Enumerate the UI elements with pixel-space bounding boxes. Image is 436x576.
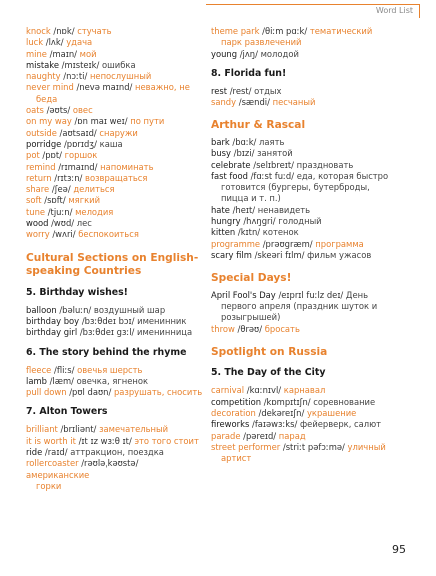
vocab-transcription: /rɪmaɪnd/ <box>58 161 98 172</box>
subsection-title: 5. The Day of the City <box>211 367 326 379</box>
vocab-word: knock <box>26 26 51 36</box>
vocab-transcription: /aʊtsaɪd/ <box>59 127 97 138</box>
vocab-transcription: /θiːm pɑːk/ <box>262 26 308 36</box>
header-label: Word List <box>375 6 413 15</box>
vocab-transcription: /fliːs/ <box>54 364 75 375</box>
vocab-word: hungry <box>211 216 241 227</box>
vocab-translation: аттракцион, поездка <box>70 447 164 458</box>
vocab-transcription: /dekəreɪʃn/ <box>258 408 305 419</box>
vocab-word: brilliant <box>26 424 58 435</box>
vocab-word: rollercoaster <box>26 458 79 469</box>
vocab-transcription: /kɒmpɪtɪʃn/ <box>263 396 311 407</box>
vocab-entry <box>26 195 204 206</box>
vocab-transcription: /ɒn maɪ weɪ/ <box>74 116 128 127</box>
vocab-word: fleece <box>26 364 52 375</box>
page-number: 95 <box>392 543 406 556</box>
vocab-translation: горшок <box>64 150 98 161</box>
vocab-transcription: /heɪt/ <box>232 204 256 215</box>
vocab-word: busy <box>211 148 231 159</box>
vocab-translation: воздушный шар <box>93 304 166 315</box>
vocab-translation: розыгрышей) <box>221 312 281 323</box>
vocab-word: mine <box>26 48 47 59</box>
vocab-entry <box>26 139 204 150</box>
vocab-word: rest <box>211 85 228 96</box>
vocab-transcription: /prəʊgræm/ <box>262 238 313 249</box>
vocab-translation: занятой <box>257 148 293 159</box>
vocab-word: outside <box>26 127 57 138</box>
vocab-word: bark <box>211 136 230 147</box>
vocab-transcription: /lʌk/ <box>45 37 64 48</box>
subsection-title: 8. Florida fun! <box>211 67 287 79</box>
vocab-transcription: /sændi/ <box>238 97 270 108</box>
vocab-transcription: /bɜːθdeɪ bɔɪ/ <box>81 315 135 326</box>
vocab-entry <box>26 105 204 116</box>
vocab-entry <box>26 128 204 139</box>
vocab-translation: парк развлечений <box>221 37 302 48</box>
vocab-entry <box>211 431 406 442</box>
vocab-translation: овес <box>72 105 93 116</box>
vocab-entry <box>211 26 406 37</box>
vocab-word: throw <box>211 323 235 334</box>
vocab-transcription: /eɪprɪl fuːlz deɪ/ <box>278 289 344 300</box>
vocab-translation-continued <box>211 301 406 312</box>
vocab-word: balloon <box>26 304 57 315</box>
vocab-word: it is worth it <box>26 435 76 446</box>
vocab-transcription: /nɔːti/ <box>63 71 88 82</box>
vocab-word: competition <box>211 396 262 407</box>
vocab-word: fireworks <box>211 419 250 430</box>
vocab-word: fast food <box>211 170 248 181</box>
vocab-word: naughty <box>26 71 61 82</box>
vocab-transcription: /kɑːnɪvl/ <box>246 385 282 396</box>
vocab-word: scary film <box>211 249 252 260</box>
vocab-translation: соревнование <box>313 396 376 407</box>
vocab-translation: пицца и т. п.) <box>221 193 281 204</box>
vocab-entry <box>26 436 204 447</box>
vocab-translation-continued <box>211 312 406 323</box>
vocab-translation: ошибка <box>102 59 136 70</box>
vocab-entry <box>211 290 406 301</box>
vocab-translation: каша <box>99 138 123 149</box>
vocab-translation: возвращаться <box>85 172 148 183</box>
vocab-entry <box>26 60 204 71</box>
vocab-translation: мелодия <box>75 206 114 217</box>
vocab-entry <box>26 327 204 338</box>
header-bar <box>206 4 420 18</box>
vocab-transcription: /ɪt ɪz wɜːθ ɪt/ <box>78 435 132 446</box>
vocab-word: programme <box>211 238 261 249</box>
vocab-translation-continued <box>211 182 406 193</box>
vocab-entry <box>26 82 204 93</box>
vocab-translation: котенок <box>262 227 299 238</box>
vocab-transcription: /nevə maɪnd/ <box>76 82 133 93</box>
vocab-entry <box>26 26 204 37</box>
vocab-translation: уличный <box>347 441 386 452</box>
vocab-transcription: /fɑːst fuːd/ <box>250 170 295 181</box>
vocab-transcription: /læm/ <box>49 375 74 386</box>
vocab-translation: непослушный <box>89 71 152 82</box>
vocab-transcription: /pɒt/ <box>42 150 62 161</box>
vocab-transcription: /wʊd/ <box>51 218 75 229</box>
word-list-right-column <box>211 26 406 465</box>
vocab-translation-continued <box>26 481 204 492</box>
vocab-entry <box>26 207 204 218</box>
vocab-transcription: /ʃeə/ <box>51 184 71 195</box>
vocab-entry <box>211 171 406 182</box>
vocab-transcription: /hʌŋgri/ <box>243 216 276 227</box>
vocab-translation: именинница <box>137 327 193 338</box>
vocab-word: porridge <box>26 138 62 149</box>
vocab-transcription: /brɪliənt/ <box>60 424 97 435</box>
vocab-entry <box>26 37 204 48</box>
vocab-translation: украшение <box>306 408 357 419</box>
vocab-word: decoration <box>211 408 256 419</box>
vocab-entry <box>26 218 204 229</box>
vocab-transcription: /wʌri/ <box>52 229 76 240</box>
vocab-word: tune <box>26 206 46 217</box>
vocab-word: ride <box>26 447 43 458</box>
vocab-word: return <box>26 172 52 183</box>
vocab-transcription: /skeəri fɪlm/ <box>254 249 305 260</box>
vocab-word: April Fool's Day <box>211 289 276 300</box>
vocab-word: luck <box>26 37 44 48</box>
vocab-entry <box>26 184 204 195</box>
vocab-translation: мягкий <box>68 195 101 206</box>
vocab-entry <box>26 71 204 82</box>
vocab-entry <box>211 408 406 419</box>
vocab-entry <box>211 137 406 148</box>
vocab-transcription: /bəluːn/ <box>59 304 92 315</box>
vocab-translation: замечательный <box>99 424 169 435</box>
vocab-translation: фейерверк, салют <box>300 419 382 430</box>
vocab-translation: именинник <box>137 315 187 326</box>
vocab-translation: еда, которая быстро <box>296 170 389 181</box>
vocab-entry <box>211 419 406 430</box>
vocab-translation: делиться <box>73 184 115 195</box>
vocab-translation: фильм ужасов <box>307 249 372 260</box>
vocab-entry <box>26 365 204 376</box>
vocab-translation: беда <box>36 93 58 104</box>
vocab-word: hate <box>211 204 230 215</box>
vocab-word: parade <box>211 430 241 441</box>
vocab-translation-continued <box>211 453 406 464</box>
vocab-translation: тематический <box>309 26 373 36</box>
vocab-translation: овечья шерсть <box>77 364 143 375</box>
vocab-transcription: /θrəʊ/ <box>237 323 263 334</box>
vocab-word: street performer <box>211 441 281 452</box>
vocab-transcription: /rest/ <box>229 85 252 96</box>
vocab-translation: беспокоиться <box>78 229 139 240</box>
vocab-word: pot <box>26 150 40 161</box>
vocab-transcription: /pɒrɪdʒ/ <box>63 138 97 149</box>
vocab-transcription: /əʊts/ <box>46 105 71 116</box>
vocab-translation: удача <box>66 37 93 48</box>
vocab-translation: карнавал <box>283 385 326 396</box>
vocab-transcription: /striːt pəfɔːmə/ <box>282 441 345 452</box>
vocab-translation: напоминать <box>100 161 154 172</box>
vocab-translation: молодой <box>260 48 299 59</box>
vocab-translation: лес <box>76 218 92 229</box>
vocab-entry <box>26 49 204 60</box>
vocab-transcription: /raɪd/ <box>44 447 68 458</box>
vocab-entry <box>26 387 204 398</box>
vocab-entry <box>211 385 406 396</box>
vocab-word: birthday boy <box>26 315 80 326</box>
vocab-transcription: /pəreɪd/ <box>243 430 277 441</box>
vocab-entry <box>26 162 204 173</box>
vocab-translation: горки <box>36 480 62 491</box>
vocab-entry <box>211 324 406 335</box>
subsection-title: 7. Alton Towers <box>26 406 108 418</box>
vocab-word: soft <box>26 195 42 206</box>
vocab-word: pull down <box>26 387 67 398</box>
vocab-word: kitten <box>211 227 236 238</box>
vocab-transcription: /bɪzi/ <box>233 148 255 159</box>
vocab-translation: разрушать, сносить <box>113 387 203 398</box>
vocab-translation: снаружи <box>99 127 138 138</box>
vocab-word: wood <box>26 218 49 229</box>
vocab-translation: программа <box>315 238 364 249</box>
vocab-entry <box>26 447 204 458</box>
vocab-entry <box>211 49 406 60</box>
vocab-entry <box>211 442 406 453</box>
vocab-translation: День <box>345 289 369 300</box>
vocab-word: lamb <box>26 375 47 386</box>
vocab-translation: готовится (бургеры, бутерброды, <box>221 182 370 193</box>
vocab-translation-continued <box>211 193 406 204</box>
vocab-word: celebrate <box>211 159 251 170</box>
vocab-entry <box>26 458 204 481</box>
vocab-word: young <box>211 48 238 59</box>
vocab-translation-continued <box>211 37 406 48</box>
vocab-translation: парад <box>278 430 306 441</box>
vocab-translation: овечка, ягненок <box>76 375 149 386</box>
vocab-transcription: /selɪbreɪt/ <box>253 159 294 170</box>
vocab-translation: артист <box>221 453 252 464</box>
vocab-entry <box>26 116 204 127</box>
vocab-word: birthday girl <box>26 327 78 338</box>
vocab-entry <box>26 173 204 184</box>
vocab-transcription: /tjuːn/ <box>47 206 73 217</box>
vocab-entry <box>211 239 406 250</box>
vocab-translation: отдых <box>254 85 282 96</box>
vocab-transcription: /mɪsteɪk/ <box>61 59 100 70</box>
section-heading: Special Days! <box>211 272 292 285</box>
vocab-transcription: /maɪn/ <box>49 48 77 59</box>
vocab-entry <box>26 316 204 327</box>
section-heading: Cultural Sections on English-speaking Countries <box>26 251 199 278</box>
vocab-transcription: /rɪtɜːn/ <box>54 172 83 183</box>
vocab-word: on my way <box>26 116 72 127</box>
vocab-entry <box>211 86 406 97</box>
vocab-entry <box>211 160 406 171</box>
vocab-transcription: /rəʊləˌkəʊstə/ <box>81 458 139 469</box>
vocab-translation: бросать <box>264 323 300 334</box>
vocab-word: share <box>26 184 50 195</box>
vocab-entry <box>211 250 406 261</box>
subsection-title: 5. Birthday wishes! <box>26 286 128 298</box>
vocab-translation: неважно, не <box>135 82 190 93</box>
vocab-word: worry <box>26 229 50 240</box>
vocab-transcription: /faɪəwɜːks/ <box>252 419 298 430</box>
vocab-translation: ненавидеть <box>257 204 311 215</box>
vocab-entry <box>211 227 406 238</box>
vocab-transcription: /bɑːk/ <box>232 136 257 147</box>
vocab-entry <box>26 424 204 435</box>
vocab-transcription: /jʌŋ/ <box>239 48 258 59</box>
word-list-left-column <box>26 26 204 492</box>
vocab-entry <box>26 305 204 316</box>
vocab-entry <box>211 216 406 227</box>
vocab-entry <box>211 205 406 216</box>
vocab-translation: лаять <box>259 136 285 147</box>
vocab-entry <box>26 150 204 161</box>
section-heading: Spotlight on Russia <box>211 345 328 358</box>
vocab-entry <box>26 376 204 387</box>
vocab-word: sandy <box>211 97 237 108</box>
vocab-word: carnival <box>211 385 245 396</box>
vocab-transcription: /pʊl daʊn/ <box>69 387 112 398</box>
vocab-word: never mind <box>26 82 74 93</box>
vocab-word: mistake <box>26 59 59 70</box>
vocab-word: theme park <box>211 26 260 36</box>
vocab-translation: американские <box>26 469 90 480</box>
vocab-entry <box>26 229 204 240</box>
vocab-entry <box>211 397 406 408</box>
vocab-entry <box>211 148 406 159</box>
vocab-translation: первого апреля (праздник шуток и <box>221 301 378 312</box>
vocab-word: remind <box>26 161 56 172</box>
section-heading: Arthur & Rascal <box>211 119 306 132</box>
vocab-translation: песчаный <box>272 97 316 108</box>
subsection-title: 6. The story behind the rhyme <box>26 346 187 358</box>
vocab-translation: это того стоит <box>134 435 199 446</box>
vocab-transcription: /sɒft/ <box>44 195 66 206</box>
vocab-translation: стучать <box>77 26 112 36</box>
vocab-word: oats <box>26 105 44 116</box>
vocab-transcription: /kɪtn/ <box>237 227 261 238</box>
vocab-entry <box>211 97 406 108</box>
vocab-translation: праздновать <box>296 159 354 170</box>
vocab-transcription: /bɜːθdeɪ gɜːl/ <box>79 327 135 338</box>
vocab-translation: по пути <box>130 116 165 127</box>
vocab-translation: мой <box>79 48 97 59</box>
vocab-translation-continued <box>26 94 204 105</box>
vocab-translation: голодный <box>278 216 322 227</box>
vocab-transcription: /nɒk/ <box>53 26 75 36</box>
